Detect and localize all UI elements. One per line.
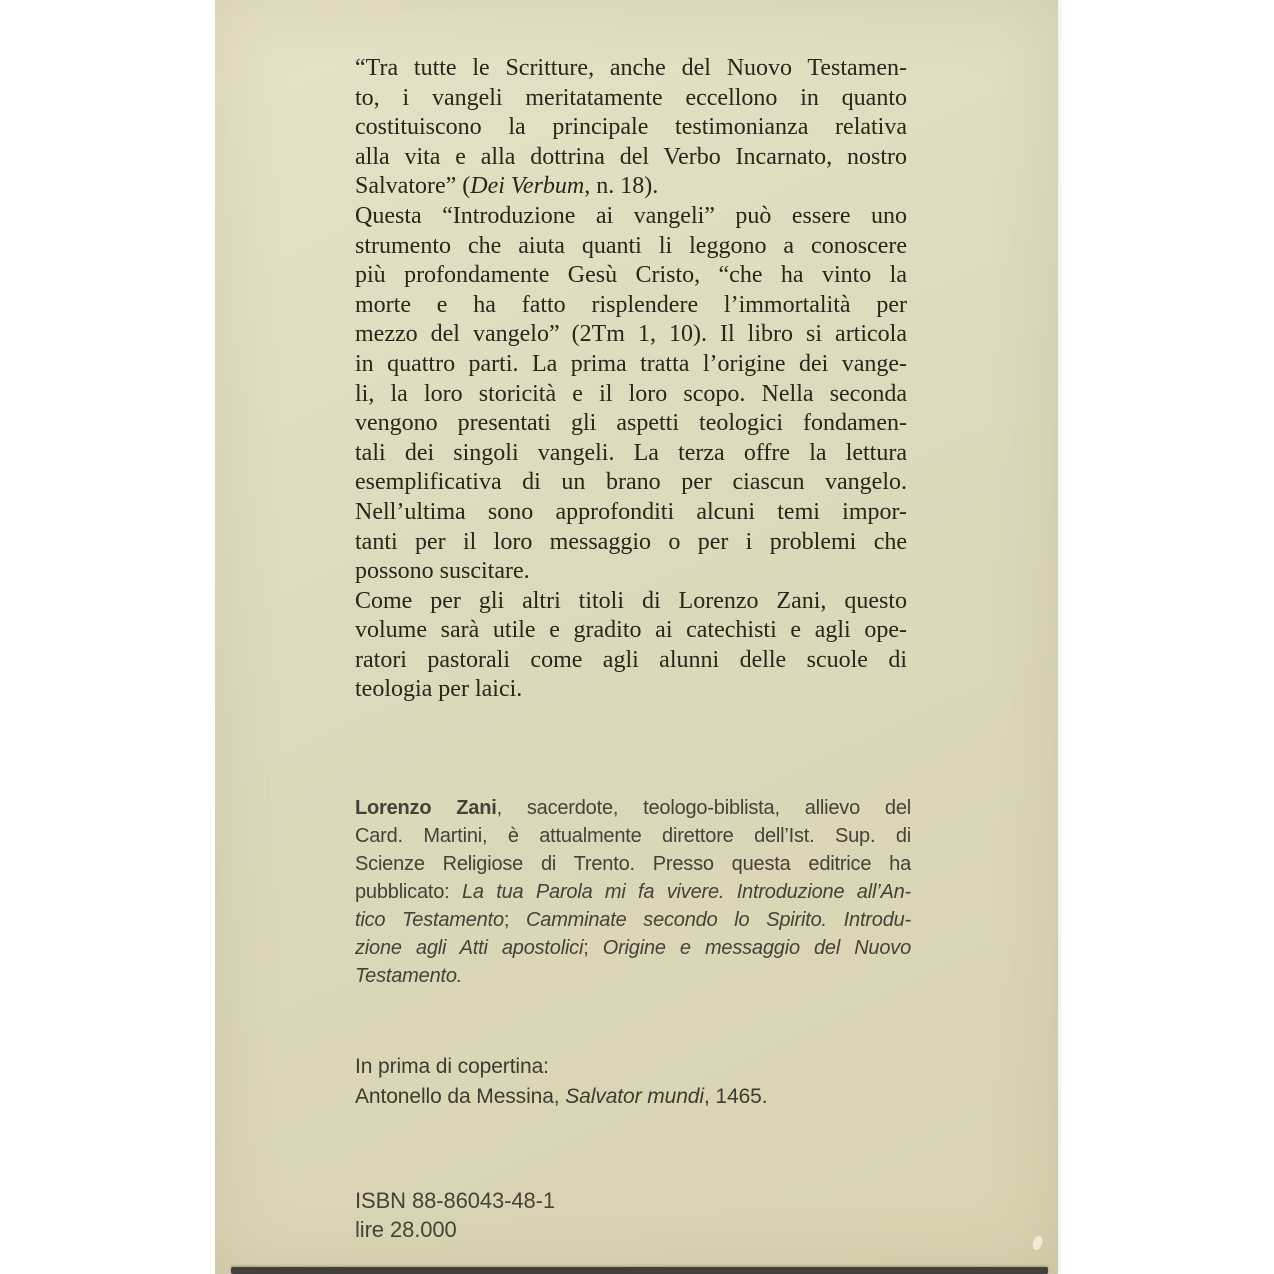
text-line — [355, 528, 907, 558]
text-line — [355, 261, 907, 291]
text-line — [355, 498, 907, 528]
text-segment: Origine e messaggio del Nuovo — [602, 937, 911, 959]
text-line — [355, 54, 907, 84]
blurb-text — [355, 54, 907, 705]
text-line — [355, 320, 907, 350]
author-bio — [355, 794, 911, 990]
text-line — [355, 113, 907, 143]
text-segment: , n. 18). — [584, 173, 659, 200]
text-segment: vengono presentati gli aspetti teologici fondamen- — [355, 410, 907, 437]
text-line — [355, 291, 907, 321]
text-segment: morte e ha fatto risplendere l’immortalità per — [355, 291, 907, 318]
text-segment: alla vita e alla dottrina del Verbo Incarnato, nostro — [355, 143, 907, 170]
text-segment: Dei Verbum — [470, 173, 585, 200]
text-segment: tali dei singoli vangeli. La terza offre la lettura — [355, 439, 907, 466]
text-segment: “Tra tutte le Scritture, anche del Nuovo Testamen- — [355, 55, 907, 81]
text-segment: Salvatore” ( — [355, 173, 471, 200]
text-segment: Antonello da Messina, — [355, 1085, 566, 1108]
text-line — [355, 906, 911, 934]
text-segment: costituiscono la principale testimonianza relativa — [355, 114, 907, 141]
text-line — [355, 202, 907, 232]
text-segment: strumento che aiuta quanti li leggono a conoscere — [355, 232, 907, 259]
text-line — [355, 587, 907, 617]
text-line — [355, 646, 907, 676]
text-line — [355, 878, 911, 906]
text-segment: possono suscitare. — [355, 558, 530, 585]
text-line — [355, 350, 907, 380]
text-line — [355, 232, 907, 262]
text-segment: li, la loro storicità e il loro scopo. Nella seconda — [355, 380, 907, 407]
book-bottom-edge — [231, 1267, 1048, 1274]
text-segment: Camminate secondo lo Spirito. Introdu- — [526, 909, 911, 931]
text-segment: in quattro parti. La prima tratta l’origine dei vange- — [355, 350, 907, 377]
text-line — [355, 468, 907, 498]
text-segment: Testamento. — [355, 965, 463, 987]
paper-speck — [1031, 1235, 1043, 1251]
text-segment: esemplificativa di un brano per ciascun vangelo. — [355, 469, 907, 496]
text-segment: ; — [583, 937, 603, 959]
text-line — [355, 675, 907, 705]
text-segment: pubblicato: — [355, 881, 462, 903]
text-segment: Come per gli altri titoli di Lorenzo Zani, questo — [355, 587, 907, 614]
text-line — [355, 380, 907, 410]
text-segment: Lorenzo Zani — [355, 797, 497, 819]
text-segment: Card. Martini, è attualmente direttore dell’Ist. Sup. di — [355, 825, 911, 847]
text-segment: più profondamente Gesù Cristo, “che ha vinto la — [355, 262, 907, 289]
text-segment: ratori pastorali come agli alunni delle scuole di — [355, 646, 907, 673]
isbn-block — [355, 1186, 555, 1244]
text-segment: In prima di copertina: — [355, 1055, 549, 1078]
text-segment: Questa “Introduzione ai vangeli” può essere uno — [355, 202, 907, 229]
text-line — [355, 616, 907, 646]
text-line — [355, 409, 907, 439]
text-line — [355, 822, 911, 850]
text-segment: volume sarà utile e gradito ai catechisti e agli ope- — [355, 617, 907, 644]
text-segment: zione agli Atti apostolici — [355, 937, 584, 959]
text-segment: teologia per laici. — [355, 676, 523, 703]
text-segment: tanti per il loro messaggio o per i problemi che — [355, 528, 907, 555]
text-segment: La tua Parola mi fa vivere. Introduzione all’An- — [461, 881, 911, 903]
text-line — [355, 172, 907, 202]
text-line — [355, 1052, 925, 1082]
book-back-cover — [215, 0, 1058, 1274]
text-segment: Salvator mundi — [565, 1085, 704, 1108]
text-segment: mezzo del vangelo” (2Tm 1, 10). Il libro si articola — [355, 321, 907, 348]
text-segment: tico Testamento — [355, 909, 504, 931]
text-line — [355, 794, 911, 822]
text-segment: , sacerdote, teologo-biblista, allievo del — [496, 797, 911, 819]
text-line — [355, 557, 907, 587]
price: lire 28.000 — [355, 1217, 457, 1242]
text-line — [355, 850, 911, 878]
text-line — [355, 143, 907, 173]
text-segment: ; — [503, 909, 527, 931]
text-line — [355, 439, 907, 469]
text-line — [355, 1082, 925, 1112]
cover-credit — [355, 1052, 925, 1112]
text-segment: , 1465. — [703, 1085, 768, 1108]
text-segment: Scienze Religiose di Trento. Presso questa editrice ha — [355, 853, 911, 875]
isbn-number: ISBN 88-86043-48-1 — [355, 1188, 555, 1213]
text-line — [355, 962, 911, 990]
text-segment: to, i vangeli meritatamente eccellono in quanto — [355, 84, 907, 111]
text-line — [355, 934, 911, 962]
text-segment: Nell’ultima sono approfonditi alcuni temi impor- — [355, 498, 907, 525]
text-line — [355, 84, 907, 114]
